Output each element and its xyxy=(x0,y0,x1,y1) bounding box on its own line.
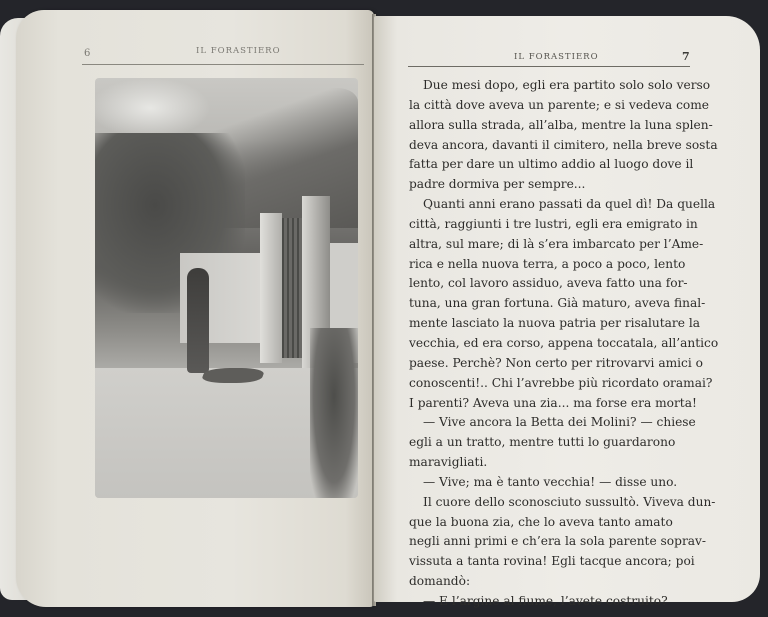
text-line: negli anni primi e ch’era la sola parente soprav- xyxy=(409,534,707,549)
text-line: — Vive ancora la Betta dei Molini? — chiese xyxy=(423,415,696,430)
text-line: lento, col lavoro assiduo, aveva fatto una for- xyxy=(409,276,688,291)
illustration-man-with-cane xyxy=(187,268,209,373)
right-running-head: IL FORASTIERO xyxy=(514,52,599,62)
text-line: Quanti anni erano passati da quel dì! Da quella xyxy=(423,197,716,212)
illustration-iron-gate xyxy=(282,218,302,358)
illustration-bushes xyxy=(310,328,358,498)
text-line: altra, sul mare; di là s’era imbarcato per l’Ame- xyxy=(409,236,704,251)
text-line: la città dove aveva un parente; e si vedeva come xyxy=(409,97,709,112)
text-line: vissuta a tanta rovina! Egli tacque ancora; poi xyxy=(409,554,695,569)
text-line: que la buona zia, che lo aveva tanto amato xyxy=(409,514,673,529)
text-line: città, raggiunti i tre lustri, egli era emigrato in xyxy=(409,216,698,231)
text-line: Due mesi dopo, egli era partito solo solo verso xyxy=(423,78,711,92)
right-page-number: 7 xyxy=(682,50,690,63)
text-line: padre dormiva per sempre... xyxy=(409,177,586,192)
text-line: — E l’argine al fiume, l’avete costruito? xyxy=(423,593,668,608)
text-line: I parenti? Aveva una zia... ma forse era morta! xyxy=(409,395,697,410)
text-line: paese. Perchè? Non certo per ritrovarvi amici o xyxy=(409,355,703,370)
left-running-head: IL FORASTIERO xyxy=(196,46,281,56)
text-line: — Vive; ma è tanto vecchia! — disse uno. xyxy=(423,474,678,489)
text-line: vecchia, ed era corso, appena toccatala, all’antico xyxy=(409,335,719,350)
text-line: egli a un tratto, mentre tutti lo guardarono xyxy=(409,435,676,450)
text-line: fatta per dare un ultimo addio al luogo dove il xyxy=(409,157,694,172)
left-page-number: 6 xyxy=(84,48,91,59)
text-line: mente lasciato la nuova patria per risalutare la xyxy=(409,316,700,331)
left-header-rule xyxy=(82,64,364,65)
text-line: tuna, una gran fortuna. Già maturo, aveva final- xyxy=(409,296,706,311)
text-line: maravigliati. xyxy=(409,455,488,470)
text-line: allora sulla strada, all’alba, mentre la luna splen- xyxy=(409,117,713,132)
text-line: deva ancora, davanti il cimitero, nella breve sosta xyxy=(409,137,718,152)
text-line: Il cuore dello sconosciuto sussultò. Viveva dun- xyxy=(423,494,716,509)
illustration-gate-pillar xyxy=(260,213,282,363)
text-line: conoscenti!.. Chi l’avrebbe più ricordato oramai? xyxy=(409,375,713,390)
illustration-plate xyxy=(95,78,358,498)
text-line: rica e nella nuova terra, a poco a poco, lento xyxy=(409,256,686,271)
text-line: domandò: xyxy=(409,574,471,589)
page-text xyxy=(409,76,719,612)
right-header-rule xyxy=(408,66,690,67)
